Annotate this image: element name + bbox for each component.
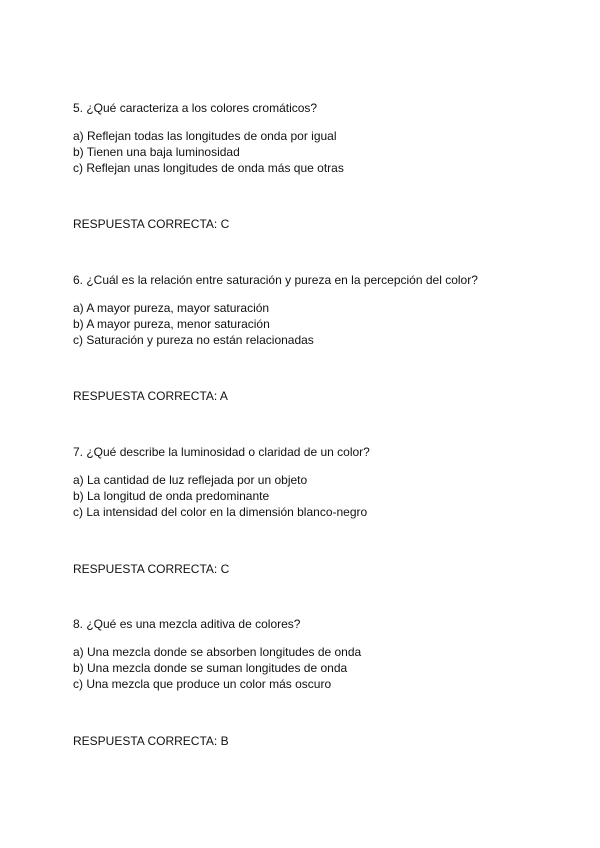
question-7-option-a: a) La cantidad de luz reflejada por un objeto — [73, 473, 308, 487]
question-8-option-c: c) Una mezcla que produce un color más oscuro — [73, 677, 332, 691]
question-7-option-c: c) La intensidad del color en la dimensión blanco-negro — [73, 505, 368, 519]
question-5-option-c: c) Reflejan unas longitudes de onda más que otras — [73, 161, 344, 175]
question-6-answer: RESPUESTA CORRECTA: A — [73, 389, 228, 403]
question-5-option-a: a) Reflejan todas las longitudes de onda por igual — [73, 129, 337, 143]
question-7-text: 7. ¿Qué describe la luminosidad o claridad de un color? — [73, 445, 370, 459]
question-5-answer: RESPUESTA CORRECTA: C — [73, 217, 230, 231]
question-8-answer: RESPUESTA CORRECTA: B — [73, 734, 229, 748]
question-8-text: 8. ¿Qué es una mezcla aditiva de colores? — [73, 617, 301, 631]
question-6-text: 6. ¿Cuál es la relación entre saturación y pureza en la percepción del color? — [73, 273, 478, 287]
question-6-option-c: c) Saturación y pureza no están relacionadas — [73, 333, 314, 347]
question-5-option-b: b) Tienen una baja luminosidad — [73, 145, 240, 159]
question-5-text: 5. ¿Qué caracteriza a los colores cromáticos? — [73, 101, 318, 115]
question-7-option-b: b) La longitud de onda predominante — [73, 489, 270, 503]
question-6-option-a: a) A mayor pureza, mayor saturación — [73, 301, 270, 315]
question-6-option-b: b) A mayor pureza, menor saturación — [73, 317, 270, 331]
question-8-option-b: b) Una mezcla donde se suman longitudes de onda — [73, 661, 348, 675]
question-8-option-a: a) Una mezcla donde se absorben longitudes de onda — [73, 645, 362, 659]
question-7-answer: RESPUESTA CORRECTA: C — [73, 562, 230, 576]
